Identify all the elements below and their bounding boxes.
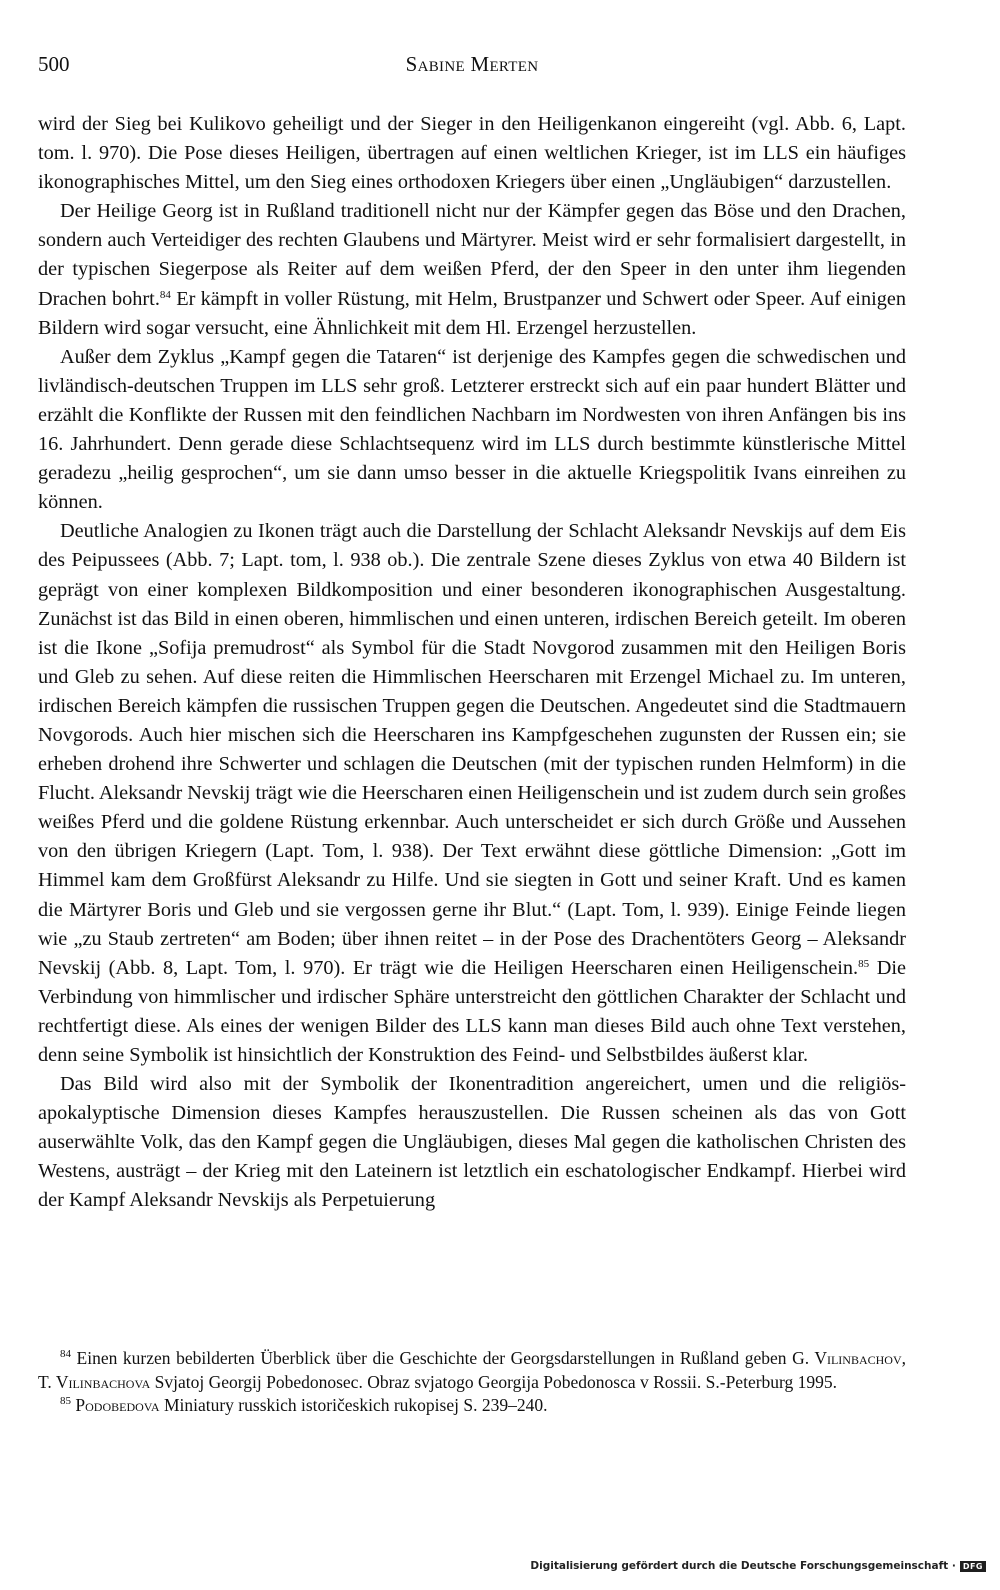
digitization-text: Digitalisierung gefördert durch die Deutsche Forschungsgemeinschaft · bbox=[530, 1560, 956, 1572]
footnote-ref[interactable]: 84 bbox=[159, 288, 171, 301]
paragraph: Das Bild wird also mit der Symbolik der Ikonentradition angereichert, umen und die religiös-apokalyptische Dimension dieses Kampfes herauszustellen. Die Russen scheinen als das von Gott auserwählte Volk, das den Kampf gegen die Ungläubigen, dieses Mal gegen die katholischen Christen des Westens, austrägt – der Krieg mit den Lateinern ist letztlich ein eschatologischer Endkampf. Hierbei wird der Kampf Aleksandr Nevskijs als Perpetuierung bbox=[38, 1073, 906, 1212]
paragraph-text: Die Verbindung von himmlischer und irdischer Sphäre unterstreicht den göttlichen Charakter der Schlacht und rechtfertigt diese. Als eines der wenigen Bilder des LLS kann man dieses Bild auch ohne Text verstehen, denn seine Symbolik ist hinsichtlich der Konstruktion des Feind- und Selbstbildes äußerst klar. bbox=[38, 956, 907, 1066]
paragraph-text: Der Heilige Georg ist in Rußland traditionell nicht nur der Kämpfer gegen das Böse und den Drachen, sondern auch Verteidiger des rechten Glaubens und Märtyrer. Meist wird er sehr formalisiert dargestellt, in der typischen Siegerpose als Reiter auf dem weißen Pferd, der den Speer in den unter ihm liegenden Drachen bohrt. bbox=[38, 200, 906, 310]
dfg-logo-icon: DFG bbox=[960, 1561, 986, 1572]
footnote-author: G. Vilinbachov bbox=[792, 1348, 902, 1368]
paragraph-text: Deutliche Analogien zu Ikonen trägt auch die Darstellung der Schlacht Aleksandr Nevskijs auf dem Eis des Peipussees (Abb. 7; Lapt. tom, l. 938 ob.). Die zentrale Szene dieses Zyklus von etwa 40 Bildern ist geprägt von einer komplexen Bildkomposition und einer besonderen ikonographischen Ausgestaltung. Zunächst ist das Bild in einen oberen, himmlischen und einen unteren, irdischen Bereich geteilt. Im oberen ist die Ikone „Sofija premudrost“ als Symbol für die Stadt Novgorod zusammen mit den Heiligen Boris und Gleb zu sehen. Auf diese reiten die Himmlischen Heerscharen mit Erzengel Michael zu. Im unteren, irdischen Bereich kämpfen die russischen Truppen gegen die Deutschen. Angedeutet sind die Stadtmauern Novgorods. Auch hier mischen sich die Heerscharen ins Kampfgeschehen zugunsten der Russen ein; sie erheben drohend ihre Schwerter und schlagen die Deutschen (mit der typischen runden Helmform) in die Flucht. Aleksandr Nevskij trägt wie die Heerscharen einen Heiligenschein und ist zudem durch sein großes weißes Pferd und die goldene Rüstung erkennbar. Auch unterscheidet er sich durch Größe und Aussehen von den übrigen Kriegern (Lapt. Tom, l. 938). Der Text erwähnt diese göttliche Dimension: „Gott im Himmel kam dem Großfürst Aleksandr zu Hilfe. Und sie siegten in Gott und seiner Kraft. Und es kamen die Märtyrer Boris und Gleb und sie vergossen gerne ihr Blut.“ (Lapt. Tom, l. 939). Einige Feinde liegen wie „zu Staub zertreten“ am Boden; über ihnen reitet – in der Pose des Drachentöters Georg – Aleksandr Nevskij (Abb. 8, Lapt. Tom, l. 970). Er trägt wie die Heiligen Heerscharen einen Heiligenschein. bbox=[38, 520, 906, 979]
footnote-text: Svjatoj Georgij Pobedonosec. Obraz svjatogo Georgija Pobedonosca v Rossii. S.-Peterburg 1995. bbox=[150, 1371, 838, 1392]
footnote-author: T. Vilinbachova bbox=[38, 1371, 151, 1392]
footnote bbox=[38, 1347, 906, 1394]
paragraph bbox=[38, 517, 906, 1070]
paragraph-text: Er kämpft in voller Rüstung, mit Helm, Brustpanzer und Schwert oder Speer. Auf einigen Bildern wird sogar versucht, eine Ähnlichkeit mit dem Hl. Erzengel herzustellen. bbox=[38, 287, 907, 339]
footnote-text: Einen kurzen bebilderten Überblick über die Geschichte der Georgsdarstellungen in Rußland geben bbox=[71, 1348, 793, 1368]
footnote bbox=[38, 1394, 906, 1418]
footnote-text: , bbox=[901, 1348, 907, 1368]
footnotes bbox=[38, 1347, 906, 1418]
paragraph: Außer dem Zyklus „Kampf gegen die Tataren“ ist derjenige des Kampfes gegen die schwedischen und livländisch-deutschen Truppen im LLS sehr groß. Letzterer erstreckt sich auf ein paar hundert Blätter und erzählt die Konflikte der Russen mit den feindlichen Nachbarn im Nordwesten von ihren Anfängen bis ins 16. Jahrhundert. Denn gerade diese Schlachtsequenz wird im LLS durch bestimmte künstlerische Mittel geradezu „heilig gesprochen“, um sie dann umso besser in die aktuelle Kriegspolitik Ivans einreihen zu können. bbox=[38, 345, 906, 514]
body-text bbox=[38, 110, 906, 1216]
footnote-number: 85 bbox=[60, 1395, 71, 1407]
footnote-author: Podobedova bbox=[71, 1395, 160, 1415]
digitization-notice bbox=[530, 1560, 986, 1572]
footnote-text: Miniatury russkich istoričeskich rukopisej S. 239–240. bbox=[159, 1395, 548, 1415]
page-header bbox=[38, 52, 906, 82]
paragraph bbox=[38, 197, 906, 342]
footnote-number: 84 bbox=[60, 1348, 71, 1360]
page-number: 500 bbox=[38, 52, 70, 76]
footnote-ref[interactable]: 85 bbox=[858, 957, 870, 970]
running-head: Sabine Merten bbox=[405, 52, 539, 76]
paragraph: wird der Sieg bei Kulikovo geheiligt und der Sieger in den Heiligenkanon eingereiht (vgl. Abb. 6, Lapt. tom. l. 970). Die Pose dieses Heiligen, übertragen auf einen weltlichen Krieger, ist im LLS ein häufiges ikonographisches Mittel, um den Sieg eines orthodoxen Kriegers über einen „Ungläubigen“ darzustellen. bbox=[38, 113, 906, 194]
